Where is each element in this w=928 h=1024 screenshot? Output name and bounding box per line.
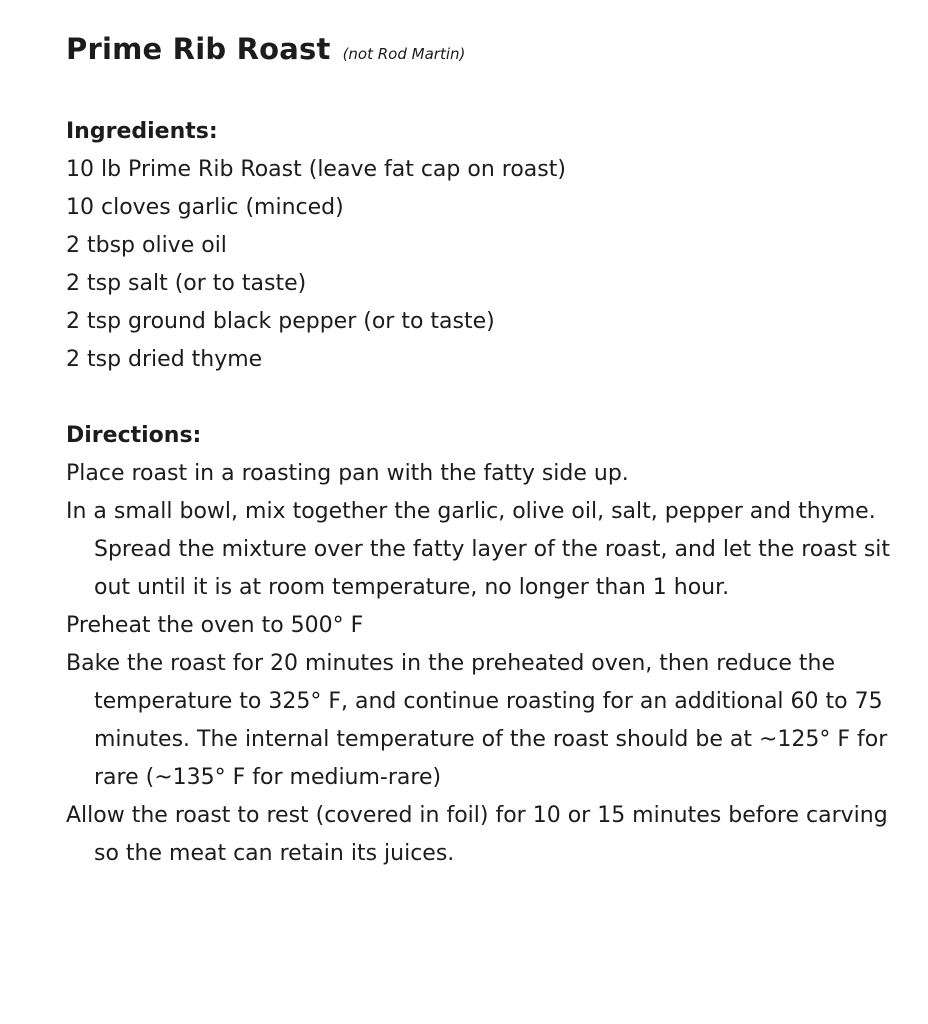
ingredient-item: 10 cloves garlic (minced) [66, 195, 344, 220]
recipe-subtitle: (not Rod Martin) [342, 45, 466, 63]
direction-step: In a small bowl, mix together the garlic, olive oil, salt, pepper and thyme. Spread the mixture over the fatty layer of the roast, and let the roast sit out until it is at room temperature, no longer than 1 hour. [66, 499, 891, 600]
ingredients-heading: Ingredients: [66, 119, 218, 144]
directions-section [66, 417, 896, 873]
ingredient-item: 2 tsp dried thyme [66, 347, 263, 372]
directions-list [66, 455, 896, 873]
ingredient-item: 2 tsp salt (or to taste) [66, 271, 307, 296]
direction-step: Preheat the oven to 500° F [66, 613, 364, 638]
recipe-title: Prime Rib Roast [66, 32, 331, 66]
direction-step: Place roast in a roasting pan with the fatty side up. [66, 461, 629, 486]
ingredients-section [66, 113, 896, 379]
title-row [66, 32, 896, 76]
ingredient-item: 10 lb Prime Rib Roast (leave fat cap on roast) [66, 157, 566, 182]
direction-step: Allow the roast to rest (covered in foil) for 10 or 15 minutes before carving so the meat can retain its juices. [66, 803, 888, 866]
ingredient-item: 2 tsp ground black pepper (or to taste) [66, 309, 495, 334]
ingredient-item: 2 tbsp olive oil [66, 233, 227, 258]
ingredients-list [66, 151, 896, 379]
recipe-card [66, 32, 896, 873]
directions-heading: Directions: [66, 423, 202, 448]
direction-step: Bake the roast for 20 minutes in the preheated oven, then reduce the temperature to 325° F, and continue roasting for an additional 60 to 75 minutes. The internal temperature of the roast should be at ~125° F for rare (~135° F for medium-rare) [66, 651, 888, 790]
